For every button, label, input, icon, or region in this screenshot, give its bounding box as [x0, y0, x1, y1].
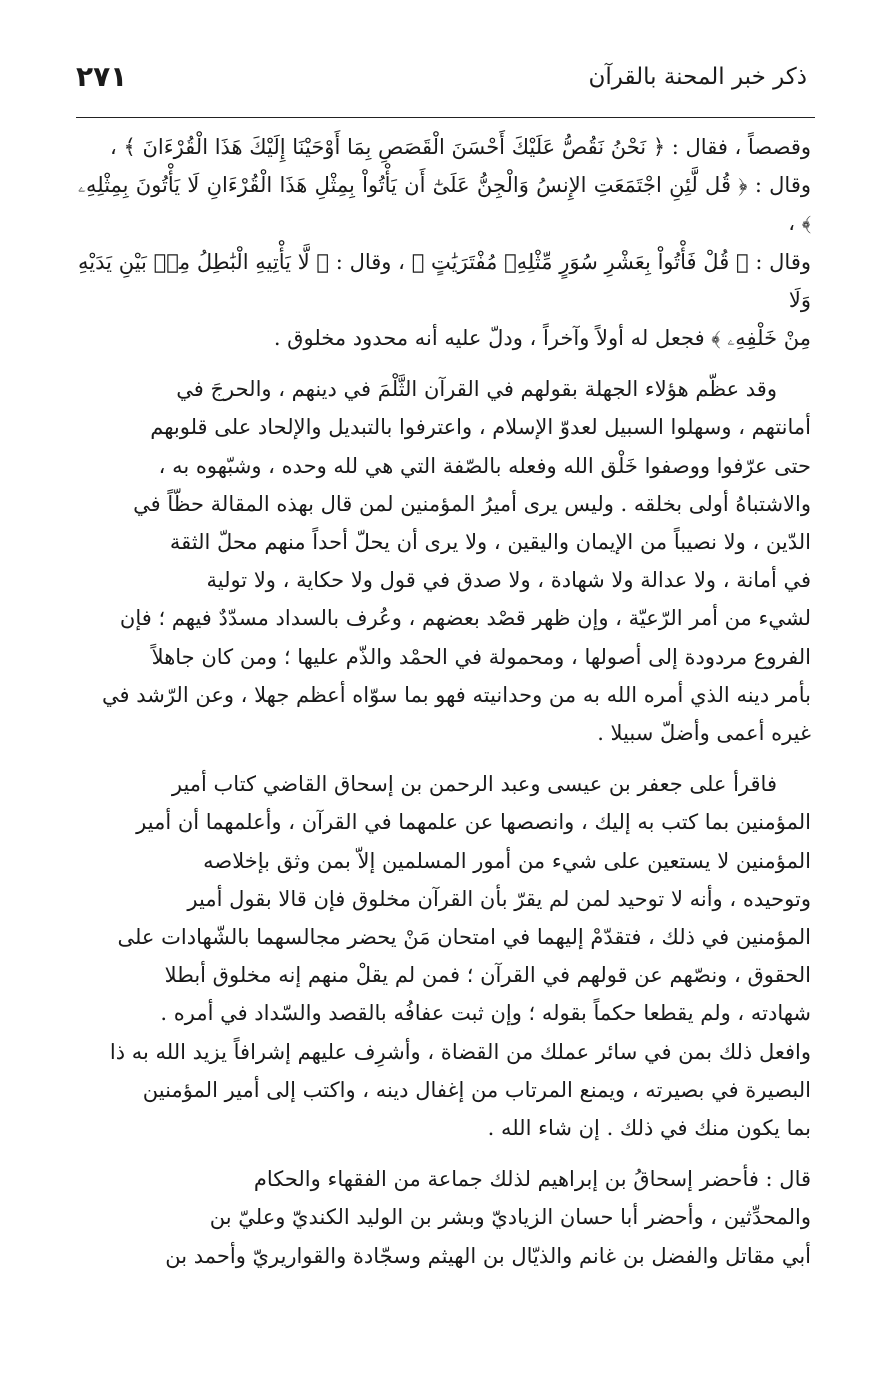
text-line: بما يكون منك في ذلك . إن شاء الله . [487, 1116, 811, 1141]
running-title: ذكر خبر المحنة بالقرآن [588, 64, 807, 90]
text-line: وقصصاً ، فقال : ﴿ نَحْنُ نَقُصُّ عَلَيْكَ أَحْسَنَ الْقَصَصِ بِمَا أَوْحَيْنَا إِلَيْكَ هَذَا الْقُرْءَانَ ﴾ ، [110, 135, 811, 159]
page-body [78, 128, 811, 1275]
page-number: ٢٧١ [76, 60, 128, 93]
text-line: غيره أعمى وأضلّ سبيلا . [597, 721, 811, 746]
paragraph-4 [78, 1160, 811, 1275]
text-line: حتى عرّفوا ووصفوا خَلْق الله وفعله بالصّفة التي هي لله وحده ، وشبّهوه به ، [158, 453, 811, 478]
text-line: وافعل ذلك بمن في سائر عملك من القضاة ، وأشرِف عليهم إشرافاً يزيد الله به ذا [109, 1039, 811, 1064]
text-line: والمحدِّثين ، وأحضر أبا حسان الزياديّ وبشر بن الوليد الكنديّ وعليّ بن [209, 1205, 811, 1230]
paragraph-3 [78, 765, 811, 1147]
paragraph-1 [78, 128, 811, 357]
text-line: فاقرأ على جعفر بن عيسى وعبد الرحمن بن إسحاق القاضي كتاب أمير [171, 772, 777, 797]
text-line: المؤمنين لا يستعين على شيء من أمور المسلمين إلاّ بمن وثق بإخلاصه [203, 848, 811, 873]
text-line: وقال : ﴿ قُلْ فَأْتُواْ بِعَشْرِ سُوَرٍ مِّثْلِهِۦ مُفْتَرَيَٰتٍ ﴾ ، وقال : ﴿ لَّا يَأْتِيهِ الْبَٰطِلُ مِنۢ بَيْنِ يَدَيْهِ وَلَا [78, 249, 811, 312]
text-line: مِنْ خَلْفِهِۦ ﴾ فجعل له أولاً وآخراً ، ودلّ عليه أنه محدود مخلوق . [273, 326, 811, 351]
text-line: والاشتباهُ أولى بخلقه . وليس يرى أميرُ المؤمنين لمن قال بهذه المقالة حظّاً في [133, 491, 811, 516]
text-line: الدّين ، ولا نصيباً من الإيمان واليقين ، ولا يرى أن يحلّ أحداً منهم محلّ الثقة [169, 530, 811, 555]
page-header [76, 54, 807, 102]
text-line: الفروع مردودة إلى أصولها ، ومحمولة في الحمْد والذّم عليها ؛ ومن كان جاهلاً [151, 644, 811, 669]
text-line: المؤمنين في ذلك ، فتقدّمْ إليهما في امتحان مَنْ يحضر مجالسهما بالشّهادات على [117, 925, 811, 950]
text-line: الحقوق ، ونصّهم عن قولهم في القرآن ؛ فمن لم يقلْ منهم إنه مخلوق أبطلا [164, 963, 811, 988]
header-divider [76, 117, 815, 118]
text-line: البصيرة في بصيرته ، ويمنع المرتاب من إغفال دينه ، واكتب إلى أمير المؤمنين [142, 1077, 811, 1102]
text-line: أمانتهم ، وسهلوا السبيل لعدوّ الإسلام ، واعترفوا بالتبديل والإلحاد على قلوبهم [150, 415, 811, 440]
text-line: لشيء من أمر الرّعيّة ، وإن ظهر قصْد بعضهم ، وعُرف بالسداد مسدّدٌ فيهم ؛ فإن [119, 606, 811, 631]
text-line: قال : فأحضر إسحاقُ بن إبراهيم لذلك جماعة من الفقهاء والحكام [253, 1167, 811, 1192]
text-line: أبي مقاتل والفضل بن غانم والذيّال بن الهيثم وسجّادة والقواريريّ وأحمد بن [165, 1243, 811, 1268]
text-line: وتوحيده ، وأنه لا توحيد لمن لم يقرّ بأن القرآن مخلوق فإن قالا بقول أمير [187, 886, 811, 911]
text-line: بأمر دينه الذي أمره الله به من وحدانيته فهو بما سوّاه أعظم جهلا ، وعن الرّشد في [102, 682, 811, 707]
text-line: وقال : ﴿ قُل لَّئِنِ اجْتَمَعَتِ الإِنسُ وَالْجِنُّ عَلَىٰٓ أَن يَأْتُواْ بِمِثْلِ هَذَا الْقُرْءَانِ لَا يَأْتُونَ بِمِثْلِهِۦ ﴾ ، [78, 173, 811, 236]
text-line: المؤمنين بما كتب به إليك ، وانصصها عن علمهما في القرآن ، وأعلمهما أن أمير [136, 810, 811, 835]
text-line: في أمانة ، ولا عدالة ولا شهادة ، ولا صدق في قول ولا حكاية ، ولا تولية [206, 568, 811, 593]
paragraph-2 [78, 370, 811, 752]
text-line: شهادته ، ولم يقطعا حكماً بقوله ؛ وإن ثبت عفافُه بالقصد والسّداد في أمره . [160, 1001, 811, 1026]
text-line: وقد عظّم هؤلاء الجهلة بقولهم في القرآن الثَّلْمَ في دينهم ، والحرجَ في [176, 377, 777, 402]
